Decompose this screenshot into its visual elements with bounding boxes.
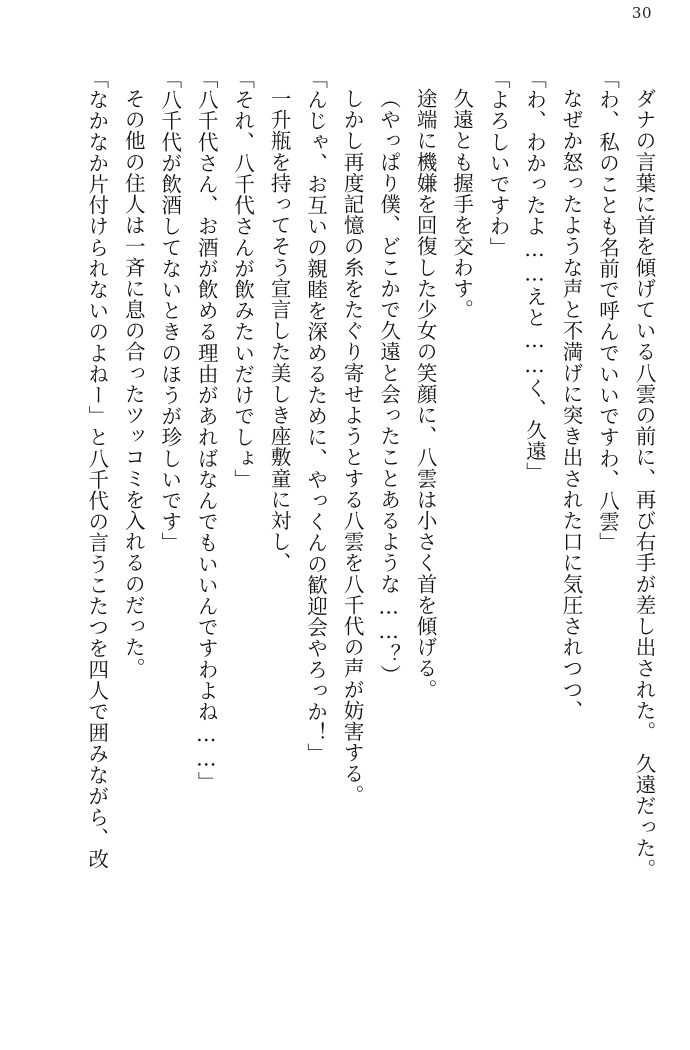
paragraph: 「八千代さん、お酒が飲める理由があればなんでもいいんですわよね……」 <box>194 68 219 793</box>
paragraph: 「わ、私のことも名前で呼んでいいですわ、八雲」 <box>595 68 620 554</box>
paragraph: なぜか怒ったような声と不満げに突き出された口に気圧されつつ、 <box>559 88 584 721</box>
paragraph: 「んじゃ、お互いの親睦を深めるために、やっくんの歓迎会やろっか！」 <box>303 68 328 765</box>
paragraph: 「八千代が飲酒してないときのほうが珍しいです」 <box>157 68 182 554</box>
paragraph: その他の住人は一斉に息の合ったツッコミを入れるのだった。 <box>121 88 146 679</box>
paragraph: 「よろしいですわ」 <box>486 68 511 258</box>
page-text-body <box>24 68 662 1028</box>
paragraph: ダナの言葉に首を傾げている八雲の前に、再び右手が差し出された。 久遠だった。 <box>632 88 656 880</box>
paragraph: 途端に機嫌を回復した少女の笑顔に、八雲は小さく首を傾げる。 <box>413 88 438 700</box>
paragraph: 「それ、八千代さんが飲みたいだけでしょ」 <box>230 68 255 490</box>
paragraph: 久遠とも握手を交わす。 <box>449 88 474 321</box>
paragraph: 一升瓶を持ってそう宣言した美しき座敷童に対し、 <box>267 88 292 574</box>
paragraph: 「わ、わかったよ……えと……く、久遠」 <box>522 68 547 483</box>
paragraph: しかし再度記憶の糸をたぐり寄せようとする八雲を八千代の声が妨害する。 <box>340 88 365 806</box>
paragraph: 「なかなか片付けられないのよねー」と八千代の言うこたつを四人で囲みながら、改 <box>84 68 109 870</box>
page-number: 30 <box>631 4 652 22</box>
paragraph: （やっぱり僕、どこかで久遠と会ったことあるような……？） <box>376 88 401 686</box>
